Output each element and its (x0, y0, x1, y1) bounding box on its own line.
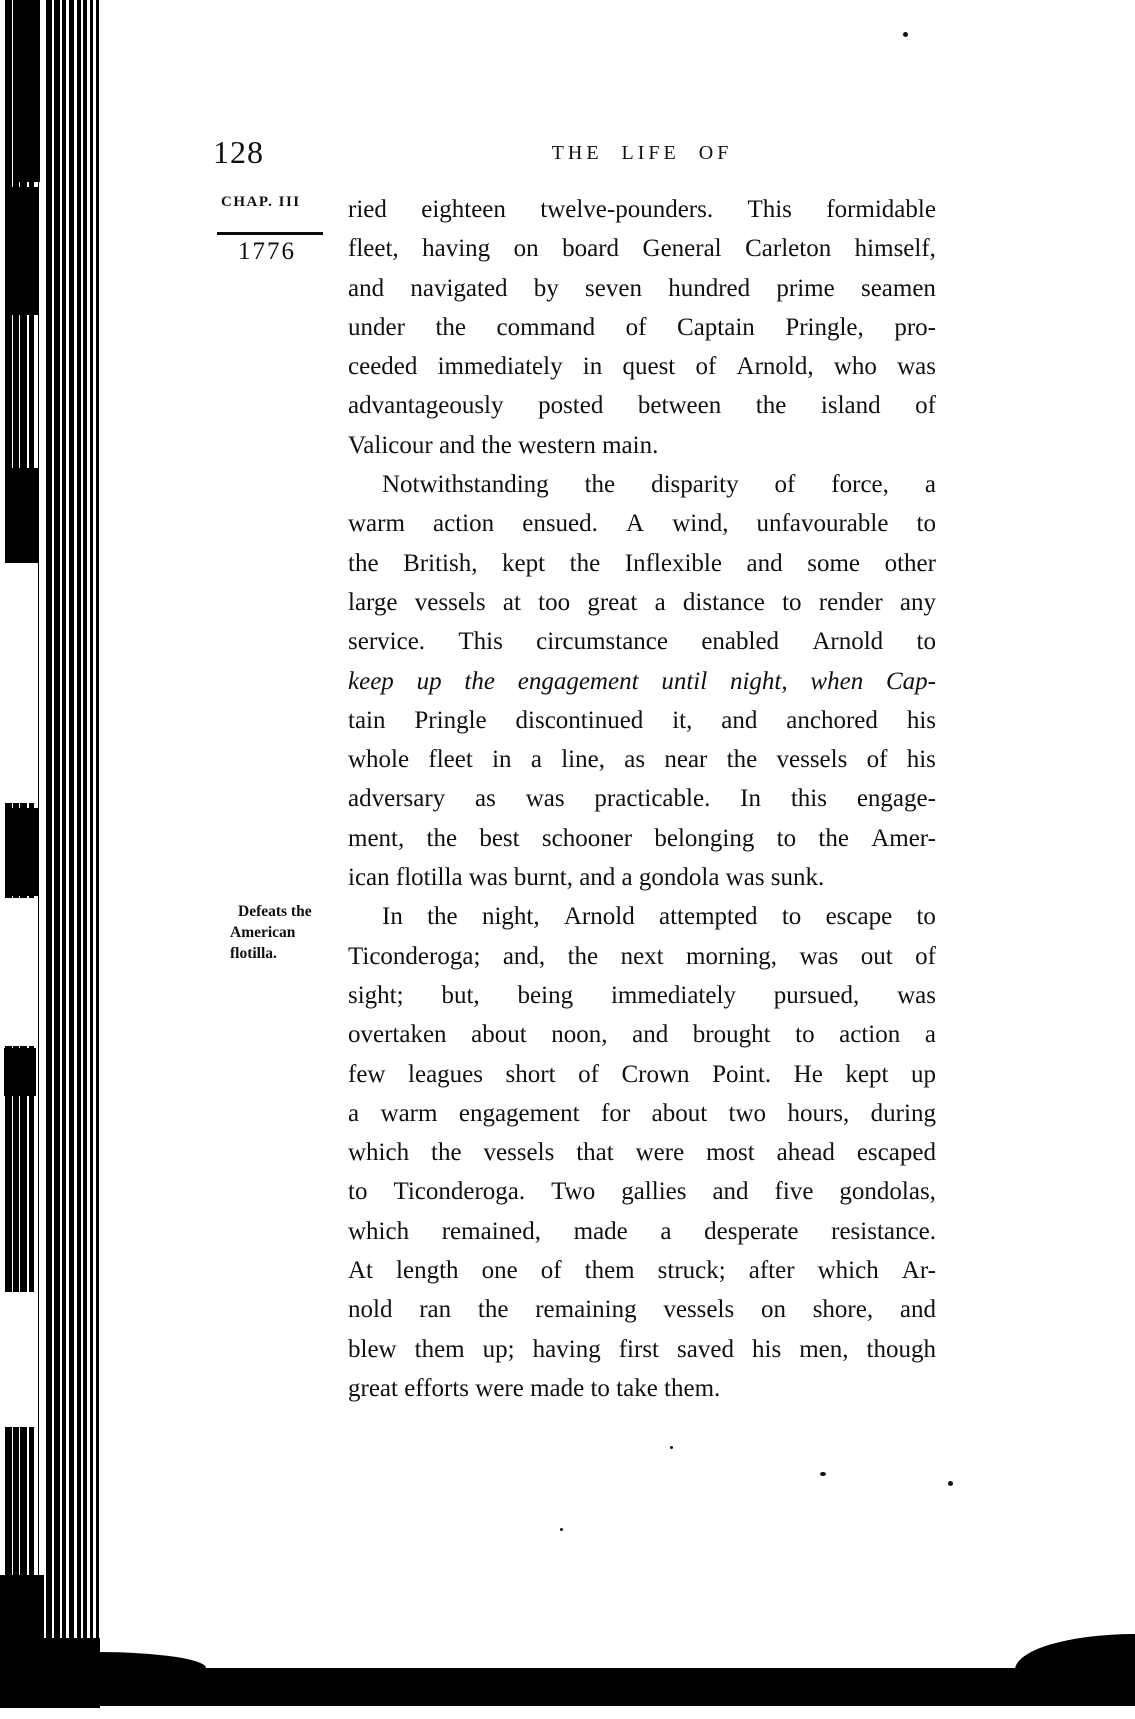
text-line: ried eighteen twelve-pounders. This formidable (348, 196, 936, 223)
margin-note-line: flotilla. (230, 945, 277, 962)
ink-speck (948, 1481, 953, 1486)
scan-artifact-block (6, 468, 38, 563)
text-line: ican flotilla was burnt, and a gondola was sunk. (348, 864, 825, 892)
scan-artifact-bottom-right-curve (1015, 1634, 1135, 1670)
page-number: 128 (213, 134, 264, 170)
text-line: great efforts were made to take them. (348, 1374, 721, 1402)
scan-artifact-block (8, 187, 38, 315)
ink-speck (903, 32, 908, 37)
scan-artifact-gap (5, 1292, 35, 1427)
text-line: whole fleet in a line, as near the vessels of his (348, 746, 936, 774)
text-line: under the command of Captain Pringle, pro- (348, 313, 936, 341)
scan-artifact-block (4, 1048, 36, 1096)
ink-speck (820, 1472, 826, 1476)
text-line: ceeded immediately in quest of Arnold, who was (348, 353, 936, 381)
paragraph (348, 190, 936, 465)
text-line: keep up the engagement until night, when Cap- (348, 667, 936, 695)
text-line: a warm engagement for about two hours, during (348, 1099, 936, 1127)
margin-note (230, 901, 342, 964)
text-line: Notwithstanding the disparity of force, a (382, 471, 936, 499)
paragraph (348, 897, 936, 1408)
scan-artifact-block (14, 0, 40, 182)
text-line: tain Pringle discontinued it, and anchored his (348, 706, 936, 734)
text-line: nold ran the remaining vessels on shore, and (348, 1296, 936, 1324)
text-line: adversary as was practicable. In this engage- (348, 785, 936, 813)
margin-note-line: American (230, 924, 296, 941)
text-line: Ticonderoga; and, the next morning, was out of (348, 942, 936, 970)
text-line: large vessels at too great a distance to render any (348, 588, 936, 616)
text-line: Valicour and the western main. (348, 431, 659, 459)
paragraph (348, 465, 936, 897)
text-line: At length one of them struck; after which Ar- (348, 1257, 936, 1285)
text-line: blew them up; having first saved his men, though (348, 1335, 936, 1363)
text-line: service. This circumstance enabled Arnold to (348, 628, 936, 656)
text-line: sight; but, being immediately pursued, was (348, 981, 936, 1009)
ink-speck (670, 1446, 673, 1449)
text-line: ment, the best schooner belonging to the Amer- (348, 824, 936, 852)
text-line: which the vessels that were most ahead escaped (348, 1139, 936, 1167)
margin-note-line: Defeats the (238, 903, 312, 920)
running-header: THE LIFE OF (551, 142, 733, 164)
text-line: the British, kept the Inflexible and some other (348, 549, 936, 577)
chapter-rule (217, 232, 323, 235)
scan-artifact-bottom-band (0, 1668, 1135, 1706)
body-text (348, 190, 936, 1408)
ink-speck (560, 1528, 563, 1531)
text-line: and navigated by seven hundred prime seamen (348, 274, 936, 302)
text-line: fleet, having on board General Carleton himself, (348, 235, 936, 263)
text-line: to Ticonderoga. Two gallies and five gondolas, (348, 1178, 936, 1206)
text-line: few leagues short of Crown Point. He kept up (348, 1060, 936, 1088)
scan-artifact-block (5, 808, 39, 896)
text-line: warm action ensued. A wind, unfavourable to (348, 510, 936, 538)
text-line: which remained, made a desperate resistance. (348, 1217, 936, 1245)
scan-artifact-gap (5, 898, 35, 1046)
margin-year: 1776 (238, 238, 296, 265)
text-line: overtaken about noon, and brought to action a (348, 1021, 936, 1049)
text-line: In the night, Arnold attempted to escape to (382, 903, 936, 931)
chapter-label: CHAP. III (221, 194, 301, 210)
text-line: advantageously posted between the island of (348, 392, 936, 420)
scan-artifact-bottom-left-join (96, 1652, 206, 1670)
scan-artifact-gap (5, 563, 36, 803)
